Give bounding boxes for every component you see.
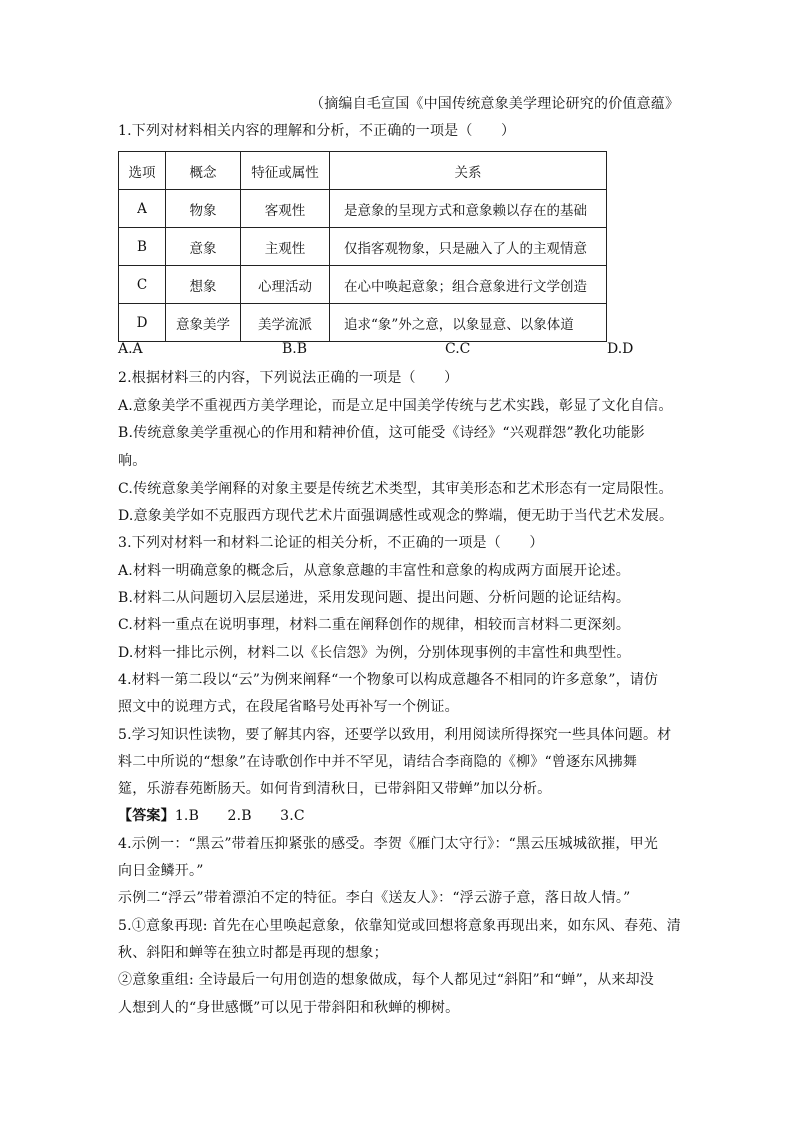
table-cell: 主观性 bbox=[241, 228, 330, 266]
table-row bbox=[119, 266, 607, 304]
option-d: D.D bbox=[607, 341, 634, 357]
answer-text-line: 向日金鳞开。” bbox=[118, 863, 204, 879]
table-cell: 仅指客观物象，只是融入了人的主观情意 bbox=[330, 228, 607, 266]
question-text-line: 照文中的说理方式，在段尾省略号处再补写一个例证。 bbox=[118, 699, 459, 715]
question-3-stem: 3.下列对材料一和材料二论证的相关分析，不正确的一项是（ ） bbox=[118, 535, 544, 551]
table-cell: 意象 bbox=[166, 228, 241, 266]
question-text-line: C.材料一重点在说明事理，材料二重在阐释创作的规律，相较而言材料二更深刻。 bbox=[118, 617, 631, 633]
answer-text-line: 5.①意象再现: 首先在心里唤起意象，依靠知觉或回想将意象再现出来，如东风、春苑、清 bbox=[118, 918, 681, 934]
table-cell: D bbox=[119, 304, 166, 342]
answer-text-line: ②意象重组: 全诗最后一句用创造的想象做成，每个人都见过“斜阳”和“蝉”，从来却没 bbox=[118, 972, 654, 988]
table-cell: 是意象的呈现方式和意象赖以存在的基础 bbox=[330, 190, 607, 228]
table-cell: A bbox=[119, 190, 166, 228]
question-text-line: A.意象美学不重视西方美学理论，而是立足中国美学传统与艺术实践，彰显了文化自信。 bbox=[118, 398, 673, 414]
answer-choices: 1.B 2.B 3.C bbox=[174, 808, 305, 824]
question-1-stem: 1.下列对材料相关内容的理解和分析，不正确的一项是（ ） bbox=[118, 123, 516, 139]
question-text-line: B.材料二从问题切入层层递进，采用发现问题、提出问题、分析问题的论证结构。 bbox=[118, 590, 631, 606]
answer-line bbox=[118, 806, 305, 826]
source-citation: （摘编自毛宣国《中国传统意象美学理论研究的价值意蕴》 bbox=[310, 96, 680, 112]
question-1-options bbox=[118, 341, 638, 361]
table-header-cell: 概念 bbox=[166, 152, 241, 190]
option-c: C.C bbox=[445, 341, 471, 357]
answer-label: 【答案】 bbox=[118, 808, 175, 824]
table-cell: 美学流派 bbox=[241, 304, 330, 342]
option-b: B.B bbox=[282, 341, 308, 357]
table-header-row bbox=[119, 152, 607, 190]
question-text-line: A.材料一明确意象的概念后，从意象意趣的丰富性和意象的构成两方面展开论述。 bbox=[118, 563, 630, 579]
table-cell: C bbox=[119, 266, 166, 304]
table-cell: 客观性 bbox=[241, 190, 330, 228]
table-row bbox=[119, 228, 607, 266]
table-cell: 物象 bbox=[166, 190, 241, 228]
table-cell: 想象 bbox=[166, 266, 241, 304]
question-text-line: 料二中所说的“想象”在诗歌创作中并不罕见，请结合李商隐的《柳》“曾逐东风拂舞 bbox=[118, 754, 638, 770]
table-header-cell: 特征或属性 bbox=[241, 152, 330, 190]
question-text-line: 筵，乐游春苑断肠天。如何肯到清秋日，已带斜阳又带蝉”加以分析。 bbox=[118, 781, 552, 797]
table-header-cell: 选项 bbox=[119, 152, 166, 190]
answer-text-line: 秋、斜阳和蝉等在独立时都是再现的想象； bbox=[118, 945, 388, 961]
table-cell: B bbox=[119, 228, 166, 266]
question-2-stem: 2.根据材料三的内容，下列说法正确的一项是（ ） bbox=[118, 370, 459, 386]
answer-text-line: 人想到人的“身世感慨”可以见于带斜阳和秋蝉的柳树。 bbox=[118, 1000, 460, 1016]
concept-table bbox=[118, 151, 607, 342]
question-4-stem: 4.材料一第二段以“云”为例来阐释“一个物象可以构成意趣各不相同的许多意象”，请仿 bbox=[118, 672, 659, 688]
question-text-line: 响。 bbox=[118, 453, 147, 469]
answer-text-line: 示例二“浮云”带着漂泊不定的特征。李白《送友人》：“浮云游子意，落日故人情。” bbox=[118, 890, 631, 906]
table-cell: 心理活动 bbox=[241, 266, 330, 304]
option-a: A.A bbox=[118, 341, 143, 357]
table-cell: 意象美学 bbox=[166, 304, 241, 342]
answer-text-line: 4.示例一：“黑云”带着压抑紧张的感受。李贺《雁门太守行》：“黑云压城城欲摧，甲光 bbox=[118, 836, 659, 852]
question-text-line: D.材料一排比示例，材料二以《长信怨》为例，分别体现事例的丰富性和典型性。 bbox=[118, 645, 631, 661]
question-5-stem: 5.学习知识性读物，要了解其内容，还要学以致用，利用阅读所得探究一些具体问题。材 bbox=[118, 727, 672, 743]
question-text-line: B.传统意象美学重视心的作用和精神价值，这可能受《诗经》“兴观群怨”教化功能影 bbox=[118, 425, 645, 441]
table-cell: 在心中唤起意象；组合意象进行文学创造 bbox=[330, 266, 607, 304]
question-text-line: C.传统意象美学阐释的对象主要是传统艺术类型，其审美形态和艺术形态有一定局限性。 bbox=[118, 481, 673, 497]
question-text-line: D.意象美学如不克服西方现代艺术片面强调感性或观念的弊端，便无助于当代艺术发展。 bbox=[118, 508, 674, 524]
table-cell: 追求“象”外之意，以象显意、以象体道 bbox=[330, 304, 607, 342]
table-header-cell: 关系 bbox=[330, 152, 607, 190]
table-row bbox=[119, 304, 607, 342]
table-row bbox=[119, 190, 607, 228]
